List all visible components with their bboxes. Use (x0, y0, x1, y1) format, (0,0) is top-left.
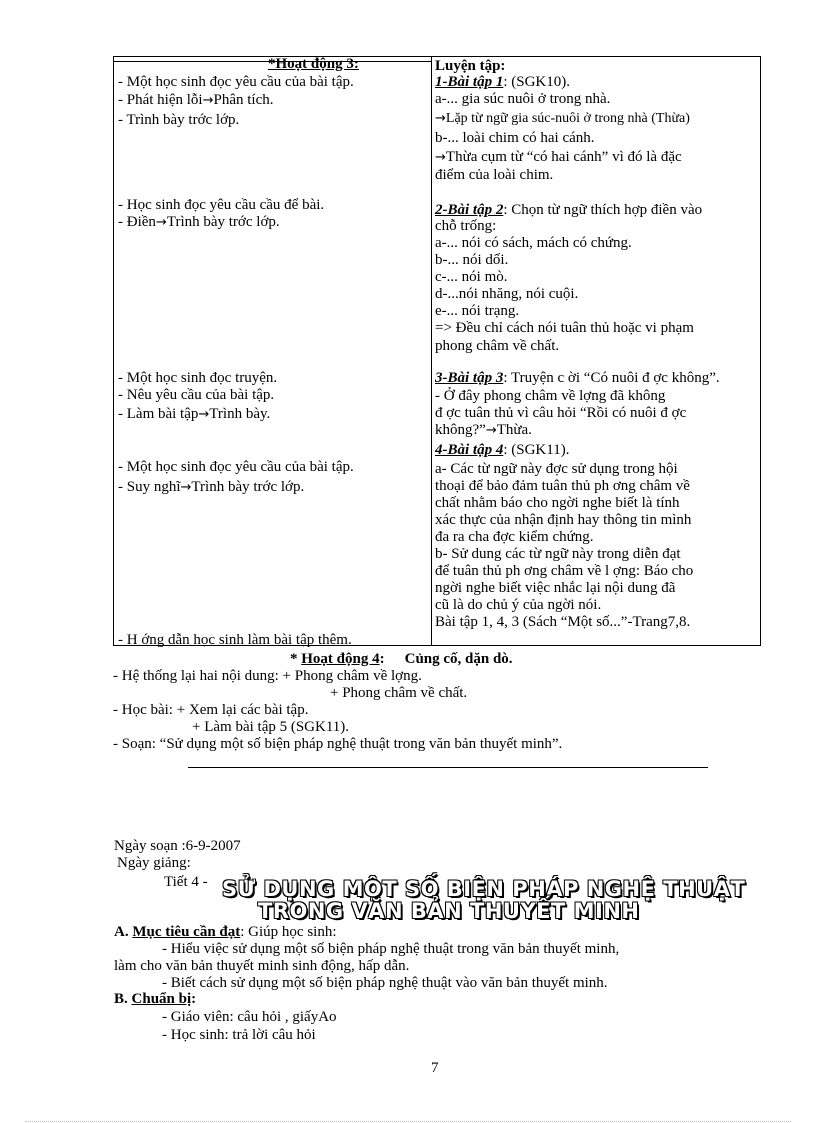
left-line: - Trình bày trớc lớp. (118, 112, 240, 128)
section-divider (188, 767, 708, 768)
right-line: để tuân thủ ph ơng châm về l ợng: Báo cho (435, 563, 694, 579)
left-line: - Điền→Trình bày trớc lớp. (118, 214, 280, 230)
body-line: - Giáo viên: câu hỏi , giấyAo (162, 1009, 337, 1025)
lesson-title-line-1: SỬ DỤNG MỘT SỐ BIỆN PHÁP NGHỆ THUẬT (222, 877, 746, 901)
right-line: a- Các từ ngữ này đợc sử dụng trong hội (435, 461, 678, 477)
body-line: - Hiểu việc sử dụng một số biện pháp nghệ thuật trong văn bản thuyết minh, (162, 941, 620, 957)
left-line: - Một học sinh đọc yêu cầu của bài tập. (118, 459, 354, 475)
right-line: chỗ trống: (435, 218, 497, 234)
ngay-giang: Ngày giảng: (117, 855, 191, 871)
right-arrow-icon: → (155, 215, 167, 230)
right-line: thoại để bảo đảm tuân thủ ph ơng châm về (435, 478, 690, 494)
exercise-1: 1-Bài tập 1: (SGK10). (435, 74, 571, 90)
right-header: Luyện tập: (435, 58, 506, 74)
exercise-4: 4-Bài tập 4: (SGK11). (435, 442, 570, 458)
right-line: a-... nói có sách, mách có chứng. (435, 235, 632, 251)
right-arrow-icon: → (435, 150, 446, 165)
body-line: làm cho văn bản thuyết minh sinh động, hấp dẫn. (114, 958, 410, 974)
right-line: phong châm về chất. (435, 338, 560, 354)
left-line: - Học sinh đọc yêu cầu cầu để bài. (118, 197, 325, 213)
right-arrow-icon: → (485, 423, 497, 438)
activity-4-heading: * Hoạt động 4: Củng cố, dặn dò. (290, 651, 513, 667)
section-b-heading: B. Chuẩn bị: (114, 991, 197, 1007)
right-arrow-icon: → (180, 480, 192, 495)
right-line: c-... nói mò. (435, 269, 508, 285)
right-line: đ ợc tuân thủ vì câu hỏi “Rồi có nuôi đ ợc (435, 405, 687, 421)
left-line: - Nêu yêu cầu của bài tập. (118, 387, 275, 403)
body-line: - Soạn: “Sử dụng một số biện pháp nghệ thuật trong văn bản thuyết minh”. (113, 736, 563, 752)
body-line: - Biết cách sử dụng một số biện pháp nghệ thuật vào văn bản thuyết minh. (162, 975, 608, 991)
left-line: - Làm bài tập→Trình bày. (118, 406, 271, 422)
left-line: - Một học sinh đọc truyện. (118, 370, 278, 386)
left-line: - Một học sinh đọc yêu cầu của bài tập. (118, 74, 354, 90)
right-line: b-... loài chim có hai cánh. (435, 130, 595, 146)
left-line: - Phát hiện lỗi→Phân tích. (118, 92, 274, 108)
body-line: - Học bài: + Xem lại các bài tập. (113, 702, 309, 718)
right-line: Bài tập 1, 4, 3 (Sách “Một số...”-Trang7,8. (435, 614, 691, 630)
right-line: →Thừa cụm từ “có hai cánh” vì đó là đặc (435, 149, 682, 165)
section-a-heading: A. Mục tiêu cần đạt: Giúp học sinh: (114, 924, 337, 940)
right-line: b- Sử dung các từ ngữ này trong diễn đạt (435, 546, 681, 562)
right-arrow-icon: → (202, 93, 214, 108)
left-line: - H ớng dẫn học sinh làm bài tập thêm. (118, 632, 352, 648)
body-line: + Làm bài tập 5 (SGK11). (192, 719, 350, 735)
tiet-label: Tiết 4 - (164, 874, 208, 890)
left-line: - Suy nghĩ→Trình bày trớc lớp. (118, 479, 305, 495)
right-arrow-icon: → (435, 111, 446, 126)
right-line: đa ra cha đợc kiểm chứng. (435, 529, 594, 545)
right-line: ngời nghe biết việc nhắc lại nội dung đã (435, 580, 676, 596)
right-line: →Lặp từ ngữ gia súc-nuôi ở trong nhà (Thừa) (435, 111, 690, 126)
right-arrow-icon: → (198, 407, 210, 422)
right-line: không?”→Thừa. (435, 422, 532, 438)
exercise-3: 3-Bài tập 3: Truyện c ời “Có nuôi đ ợc không”. (435, 370, 720, 386)
table-column-divider (431, 57, 432, 645)
right-line: b-... nói dối. (435, 252, 509, 268)
right-line: - Ở đây phong châm về lợng đã không (435, 388, 666, 404)
right-line: chất nhằm báo cho ngời nghe biết là tính (435, 495, 680, 511)
right-line: e-... nói trạng. (435, 303, 520, 319)
lesson-title-line-2: TRONG VĂN BẢN THUYẾT MINH (258, 899, 640, 923)
body-line: - Học sinh: trả lời câu hỏi (162, 1027, 316, 1043)
right-line: điểm của loài chim. (435, 167, 554, 183)
page-bottom-border (25, 1121, 791, 1122)
right-line: cũ là do chủ ý của ngời nói. (435, 597, 602, 613)
right-line: d-...nói nhăng, nói cuội. (435, 286, 579, 302)
body-line: - Hệ thống lại hai nội dung: + Phong châm về lợng. (113, 668, 422, 684)
body-line: + Phong châm về chất. (330, 685, 468, 701)
page-number: 7 (431, 1060, 439, 1076)
right-line: => Đều chỉ cách nói tuân thủ hoặc vi phạm (435, 320, 694, 336)
exercise-2: 2-Bài tập 2: Chọn từ ngữ thích hợp điền vào (435, 202, 703, 218)
ngay-soan: Ngày soạn :6-9-2007 (114, 838, 241, 854)
right-line: a-... gia súc nuôi ở trong nhà. (435, 91, 611, 107)
left-header: *Hoạt động 3: (268, 56, 359, 72)
right-line: xác thực của nhận định hay thông tin mình (435, 512, 692, 528)
